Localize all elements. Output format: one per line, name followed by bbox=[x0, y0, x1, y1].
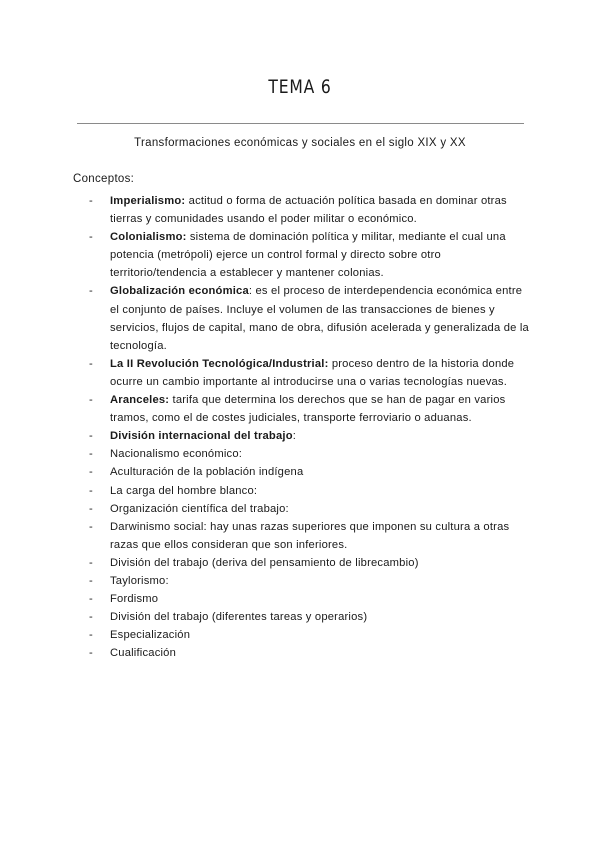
list-item bbox=[82, 391, 532, 427]
concept-definition: Cualificación bbox=[110, 647, 177, 660]
bullet-dash: - bbox=[89, 593, 93, 606]
bullet-dash: - bbox=[89, 448, 93, 461]
list-item bbox=[82, 590, 532, 608]
list-item bbox=[82, 644, 532, 662]
bullet-dash: - bbox=[89, 629, 93, 642]
concept-term: División internacional del trabajo bbox=[110, 430, 293, 443]
bullet-dash: - bbox=[89, 502, 93, 515]
concept-definition: Nacionalismo económico: bbox=[110, 448, 243, 461]
bullet-dash: - bbox=[89, 520, 93, 533]
title-divider bbox=[77, 123, 524, 124]
list-item bbox=[82, 282, 532, 354]
concept-definition: Organización científica del trabajo: bbox=[110, 502, 289, 515]
concept-definition: Fordismo bbox=[110, 593, 159, 606]
concept-definition: actitud o forma de actuación política basada en dominar otras tierras y comunidades usando el poder militar o económico. bbox=[110, 195, 507, 226]
list-item bbox=[82, 445, 532, 463]
list-item bbox=[82, 518, 532, 554]
list-item bbox=[82, 572, 532, 590]
concept-definition: Darwinismo social: hay unas razas superiores que imponen su cultura a otras razas que ellos consideran que son inferiores. bbox=[110, 520, 510, 551]
bullet-dash: - bbox=[89, 231, 93, 244]
page-subtitle: Transformaciones económicas y sociales en el siglo XIX y XX bbox=[134, 137, 466, 149]
concept-definition: División del trabajo (diferentes tareas y operarios) bbox=[110, 611, 368, 624]
list-item bbox=[82, 355, 532, 391]
bullet-dash: - bbox=[89, 647, 93, 660]
concept-definition: : es el proceso de interdependencia económica entre el conjunto de países. Incluye el volumen de las transacciones de bienes y servicios, flujos de capital, mano de obra, difusión acelerada y generalizada de la tecnología. bbox=[110, 285, 529, 352]
concept-term: Aranceles: bbox=[110, 394, 170, 407]
concept-definition: Aculturación de la población indígena bbox=[110, 466, 304, 479]
bullet-dash: - bbox=[89, 430, 93, 443]
bullet-dash: - bbox=[89, 285, 93, 298]
list-item bbox=[82, 608, 532, 626]
bullet-dash: - bbox=[89, 195, 93, 207]
bullet-dash: - bbox=[89, 357, 93, 370]
concept-definition: tarifa que determina los derechos que se han de pagar en varios tramos, como el de costes judiciales, transporte ferroviario o aduanas. bbox=[110, 394, 506, 425]
concepts-heading: Conceptos: bbox=[73, 173, 135, 185]
bullet-dash: - bbox=[89, 484, 93, 497]
page-title: TEMA 6 bbox=[268, 76, 332, 98]
concept-definition: División del trabajo (deriva del pensamiento de librecambio) bbox=[110, 556, 419, 569]
list-item bbox=[82, 554, 532, 572]
concept-term: Imperialismo: bbox=[110, 195, 186, 207]
list-item bbox=[82, 626, 532, 644]
list-item bbox=[82, 463, 532, 481]
list-item bbox=[82, 500, 532, 518]
concept-definition: La carga del hombre blanco: bbox=[110, 484, 258, 497]
concept-term: La II Revolución Tecnológica/Industrial: bbox=[110, 357, 329, 370]
list-item bbox=[82, 228, 532, 282]
concept-definition: sistema de dominación política y militar, mediante el cual una potencia (metrópoli) ejerce un control formal y directo sobre otro territorio/tendencia a establecer y mantener colonias. bbox=[110, 231, 506, 280]
bullet-dash: - bbox=[89, 394, 93, 407]
concept-term: Globalización económica bbox=[110, 285, 249, 298]
bullet-dash: - bbox=[89, 466, 93, 479]
bullet-dash: - bbox=[89, 556, 93, 569]
list-item bbox=[82, 427, 532, 445]
concept-definition: Taylorismo: bbox=[110, 574, 169, 587]
concept-definition: proceso dentro de la historia donde ocurre un cambio importante al introducirse una o varias tecnologías nuevas. bbox=[110, 357, 515, 388]
concept-definition: Especialización bbox=[110, 629, 191, 642]
concept-list bbox=[82, 192, 532, 662]
concept-term: Colonialismo: bbox=[110, 231, 187, 244]
list-item bbox=[82, 192, 532, 228]
list-item bbox=[82, 482, 532, 500]
concept-definition: : bbox=[292, 430, 297, 443]
bullet-dash: - bbox=[89, 611, 93, 624]
bullet-dash: - bbox=[89, 574, 93, 587]
